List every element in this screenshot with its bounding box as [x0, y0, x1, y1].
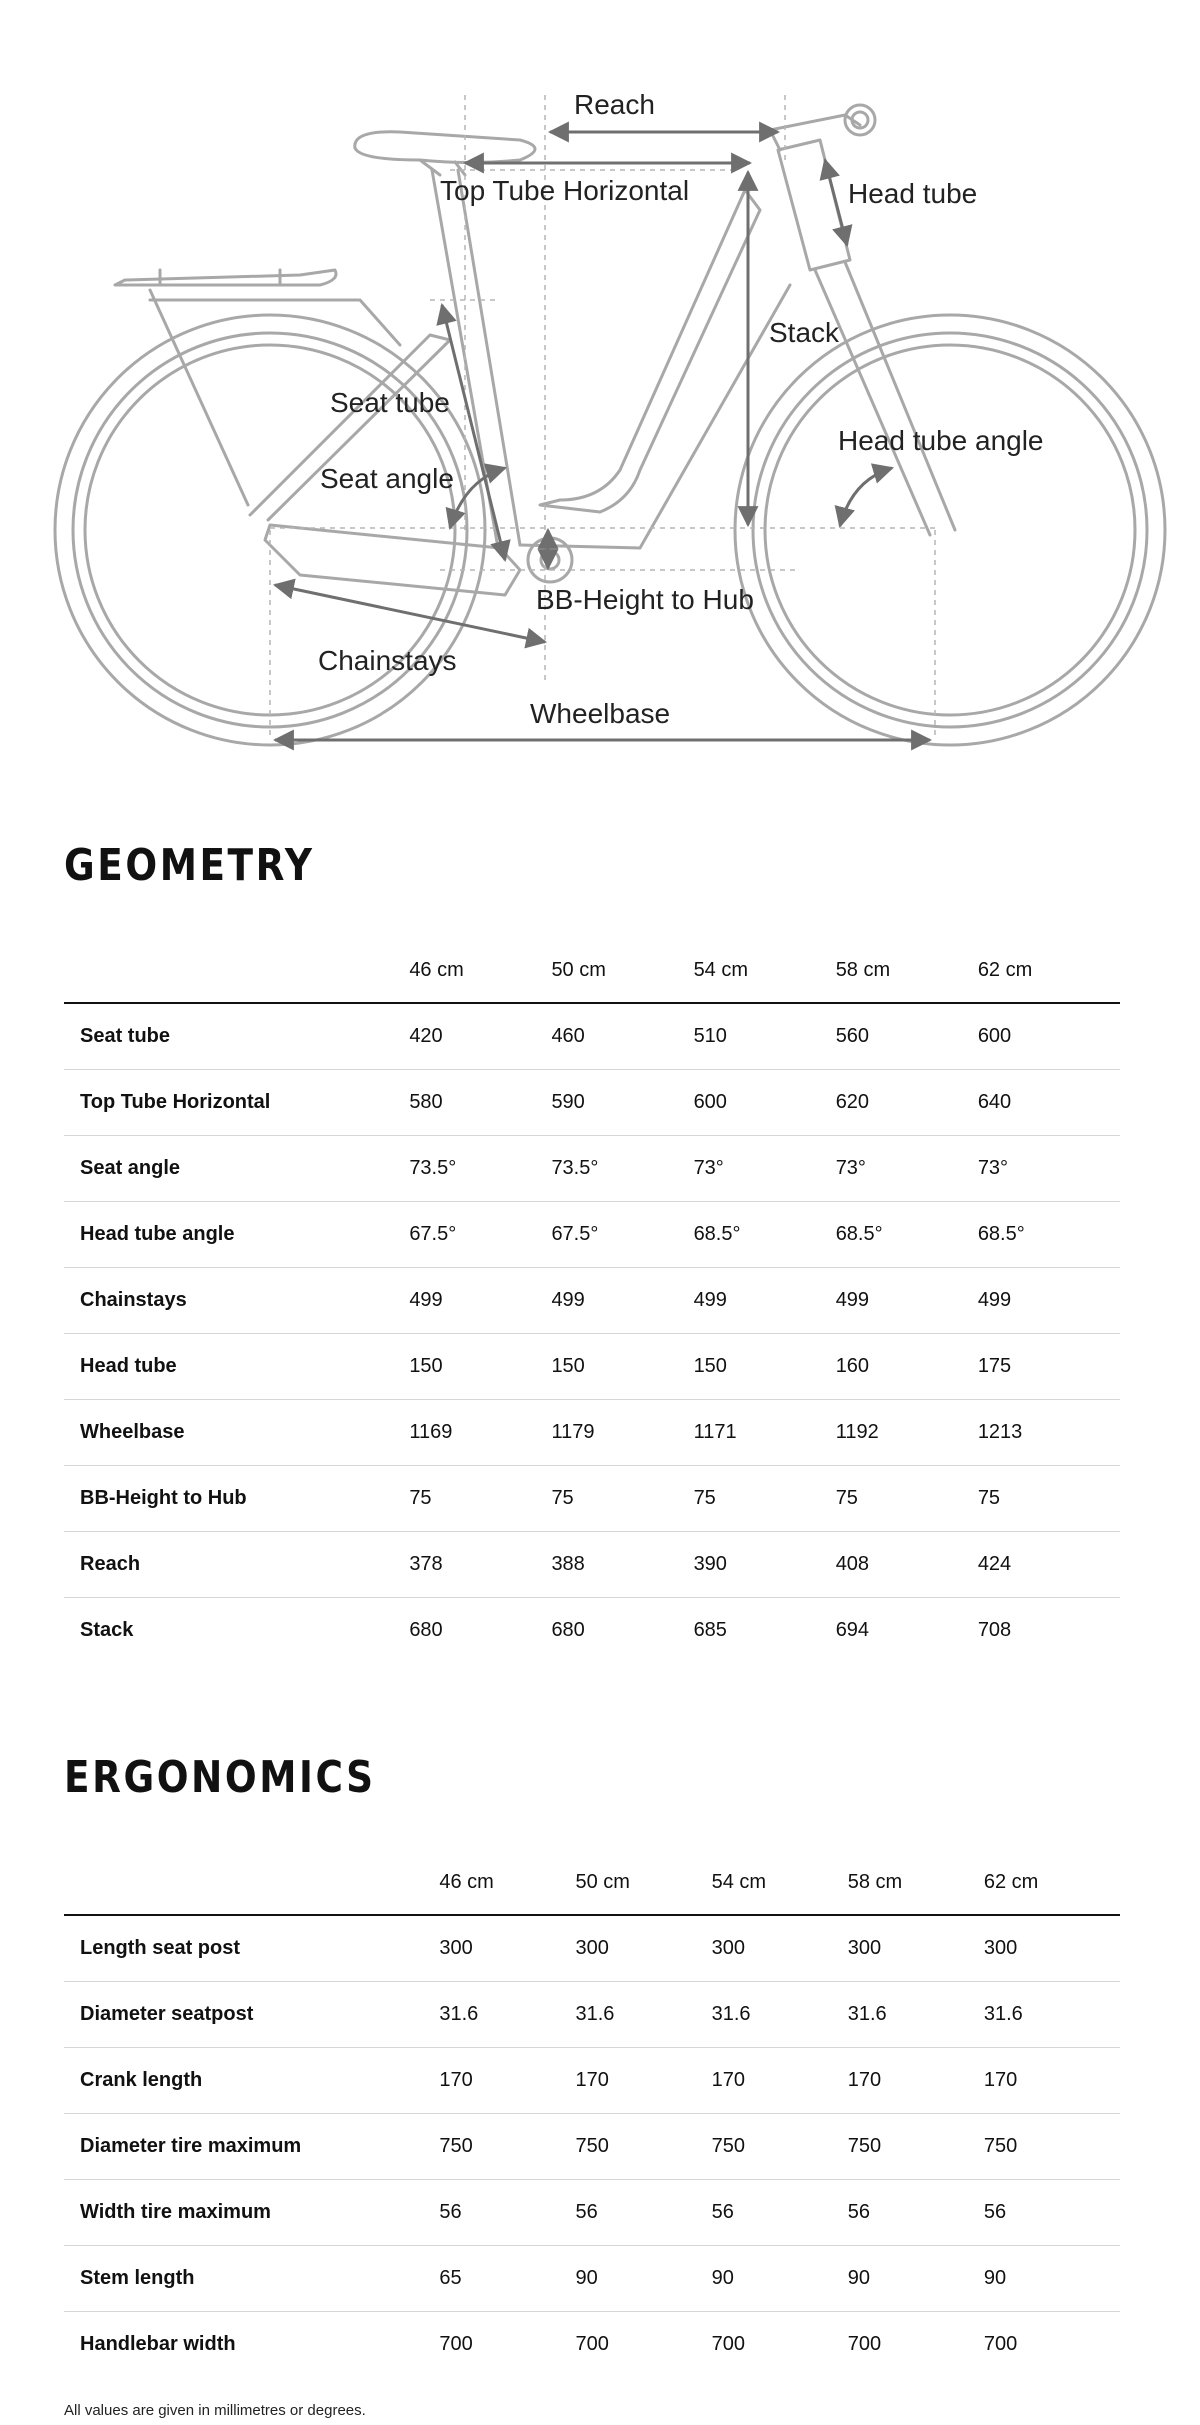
table-cell: 150: [694, 1333, 836, 1399]
table-cell: 68.5°: [836, 1201, 978, 1267]
table-row: [64, 1003, 1120, 1069]
row-label: Head tube angle: [64, 1201, 409, 1267]
table-cell: 499: [836, 1267, 978, 1333]
label-chainstays: Chainstays: [318, 645, 457, 676]
table-cell: 700: [711, 2332, 745, 2355]
table-cell: 170: [712, 2047, 848, 2113]
table-cell: 31.6: [712, 1981, 848, 2047]
table-cell: 300: [984, 1915, 1120, 1981]
table-cell: 750: [984, 2113, 1120, 2179]
table-cell: 590: [551, 1069, 693, 1135]
table-cell: 700: [983, 2332, 1018, 2355]
table-cell: 56: [439, 2179, 575, 2245]
row-label: Crank length: [64, 2047, 439, 2113]
row-label: Seat angle: [64, 1135, 409, 1201]
size-header: 58 cm: [836, 938, 978, 1003]
size-header: 50 cm: [575, 1850, 711, 1915]
label-stack: Stack: [769, 317, 840, 348]
row-label: Wheelbase: [64, 1399, 409, 1465]
table-row: [64, 1201, 1120, 1267]
table-cell: 75: [409, 1465, 551, 1531]
table-cell: 420: [409, 1003, 551, 1069]
table-cell: 56: [984, 2179, 1120, 2245]
table-cell: 408: [836, 1531, 978, 1597]
table-row: [64, 1981, 1120, 2047]
row-label: Diameter seatpost: [64, 1981, 439, 2047]
table-cell: 620: [836, 1069, 978, 1135]
row-label: Stem length: [64, 2245, 439, 2311]
table-cell: 560: [836, 1003, 978, 1069]
table-cell: 580: [409, 1069, 551, 1135]
row-label: Length seat post: [64, 1915, 439, 1981]
geometry-header-row: [64, 938, 1120, 1003]
table-cell: 700: [847, 2332, 882, 2355]
table-cell: 73°: [694, 1135, 836, 1201]
row-label: Diameter tire maximum: [64, 2113, 439, 2179]
label-reach: Reach: [574, 89, 655, 120]
table-cell: 680: [551, 1618, 585, 1641]
table-cell: 67.5°: [409, 1201, 551, 1267]
row-label: Head tube: [64, 1333, 409, 1399]
table-cell: 300: [848, 1915, 984, 1981]
table-cell: 68.5°: [978, 1201, 1120, 1267]
row-label: Top Tube Horizontal: [64, 1069, 409, 1135]
table-cell: 300: [575, 1915, 711, 1981]
label-seat-tube: Seat tube: [330, 387, 450, 418]
table-cell: 1213: [978, 1399, 1120, 1465]
label-head-tube-angle: Head tube angle: [838, 425, 1044, 456]
table-cell: 73°: [978, 1135, 1120, 1201]
front-wheel: [735, 315, 1165, 745]
row-label: BB-Height to Hub: [64, 1465, 409, 1531]
table-row: [64, 2245, 1120, 2311]
table-cell: 460: [551, 1003, 693, 1069]
table-cell: 685: [693, 1618, 727, 1641]
table-row: [64, 1915, 1120, 1981]
table-cell: 680: [409, 1618, 443, 1641]
table-row: [64, 1069, 1120, 1135]
table-cell: 170: [575, 2047, 711, 2113]
table-cell: 499: [551, 1267, 693, 1333]
table-cell: 1169: [409, 1399, 551, 1465]
label-top-tube-horizontal: Top Tube Horizontal: [440, 175, 690, 206]
table-cell: 150: [409, 1333, 551, 1399]
table-cell: 75: [978, 1465, 1120, 1531]
table-cell: 170: [848, 2047, 984, 2113]
table-cell: 65: [439, 2245, 575, 2311]
table-cell: 73.5°: [409, 1135, 551, 1201]
table-cell: 499: [978, 1267, 1120, 1333]
ergonomics-heading: ERGONOMICS: [64, 1752, 376, 1803]
label-seat-angle: Seat angle: [320, 463, 454, 494]
table-cell: 700: [575, 2332, 609, 2355]
table-cell: 424: [978, 1531, 1120, 1597]
table-cell: 56: [712, 2179, 848, 2245]
geometry-table: [64, 938, 1120, 1663]
table-cell: 90: [575, 2245, 711, 2311]
table-cell: 1179: [551, 1399, 693, 1465]
table-cell: 750: [575, 2113, 711, 2179]
bike-drawing: [0, 0, 1200, 800]
table-cell: 708: [977, 1618, 1012, 1641]
table-cell: 388: [551, 1531, 693, 1597]
table-cell: 300: [712, 1915, 848, 1981]
row-label: Stack: [80, 1618, 134, 1641]
size-header: 62 cm: [978, 938, 1120, 1003]
table-cell: 75: [836, 1465, 978, 1531]
table-cell: 68.5°: [694, 1201, 836, 1267]
table-cell: 750: [439, 2113, 575, 2179]
size-header: 54 cm: [694, 938, 836, 1003]
table-row: [64, 2311, 1120, 2377]
table-cell: 75: [551, 1465, 693, 1531]
table-cell: 73.5°: [551, 1135, 693, 1201]
table-cell: 31.6: [575, 1981, 711, 2047]
table-row: [64, 2179, 1120, 2245]
bike-geometry-diagram: [0, 0, 1200, 800]
ergonomics-header-row: [64, 1850, 1120, 1915]
row-label: Reach: [64, 1531, 409, 1597]
label-wheelbase: Wheelbase: [530, 698, 671, 729]
table-cell: 1171: [694, 1399, 836, 1465]
table-row: [64, 1399, 1120, 1465]
table-cell: 750: [848, 2113, 984, 2179]
table-cell: 600: [694, 1069, 836, 1135]
table-cell: 499: [409, 1267, 551, 1333]
table-cell: 170: [439, 2047, 575, 2113]
table-cell: 300: [439, 1915, 575, 1981]
label-bb-height-to-hub: BB-Height to Hub: [536, 584, 754, 615]
table-cell: 56: [848, 2179, 984, 2245]
table-cell: 600: [978, 1003, 1120, 1069]
table-cell: 67.5°: [551, 1201, 693, 1267]
table-row: [64, 1531, 1120, 1597]
table-cell: 56: [575, 2179, 711, 2245]
table-row: [64, 2113, 1120, 2179]
table-cell: 31.6: [848, 1981, 984, 2047]
label-head-tube: Head tube: [848, 178, 978, 209]
geometry-heading: GEOMETRY: [64, 840, 315, 891]
row-label: Seat tube: [64, 1003, 409, 1069]
table-cell: 750: [712, 2113, 848, 2179]
table-cell: 75: [694, 1465, 836, 1531]
table-cell: 90: [984, 2245, 1120, 2311]
table-row: [64, 1465, 1120, 1531]
table-cell: 390: [694, 1531, 836, 1597]
ergonomics-header-empty: [64, 1850, 439, 1915]
row-label: Handlebar width: [80, 2332, 236, 2355]
table-cell: 90: [712, 2245, 848, 2311]
table-row: [64, 1135, 1120, 1201]
table-row: [64, 2047, 1120, 2113]
table-cell: 700: [439, 2332, 473, 2355]
table-cell: 170: [984, 2047, 1120, 2113]
table-cell: 31.6: [984, 1981, 1120, 2047]
table-cell: 694: [835, 1618, 870, 1641]
table-cell: 510: [694, 1003, 836, 1069]
units-footnote: All values are given in millimetres or degrees.: [64, 2402, 366, 2419]
table-cell: 73°: [836, 1135, 978, 1201]
size-header: 62 cm: [984, 1850, 1120, 1915]
row-label: Chainstays: [64, 1267, 409, 1333]
table-cell: 1192: [836, 1399, 978, 1465]
table-row: [64, 1333, 1120, 1399]
ergonomics-table: [64, 1850, 1120, 2377]
size-header: 58 cm: [848, 1850, 984, 1915]
table-cell: 90: [848, 2245, 984, 2311]
size-header: 46 cm: [439, 1850, 575, 1915]
table-cell: 150: [551, 1333, 693, 1399]
row-label: Width tire maximum: [64, 2179, 439, 2245]
table-row: [64, 1597, 1120, 1663]
table-cell: 31.6: [439, 1981, 575, 2047]
geometry-header-empty: [64, 938, 409, 1003]
table-row: [64, 1267, 1120, 1333]
size-header: 54 cm: [712, 1850, 848, 1915]
size-header: 50 cm: [551, 938, 693, 1003]
table-cell: 640: [978, 1069, 1120, 1135]
table-cell: 378: [409, 1531, 551, 1597]
table-cell: 160: [836, 1333, 978, 1399]
size-header: 46 cm: [409, 938, 551, 1003]
table-cell: 499: [694, 1267, 836, 1333]
table-cell: 175: [978, 1333, 1120, 1399]
